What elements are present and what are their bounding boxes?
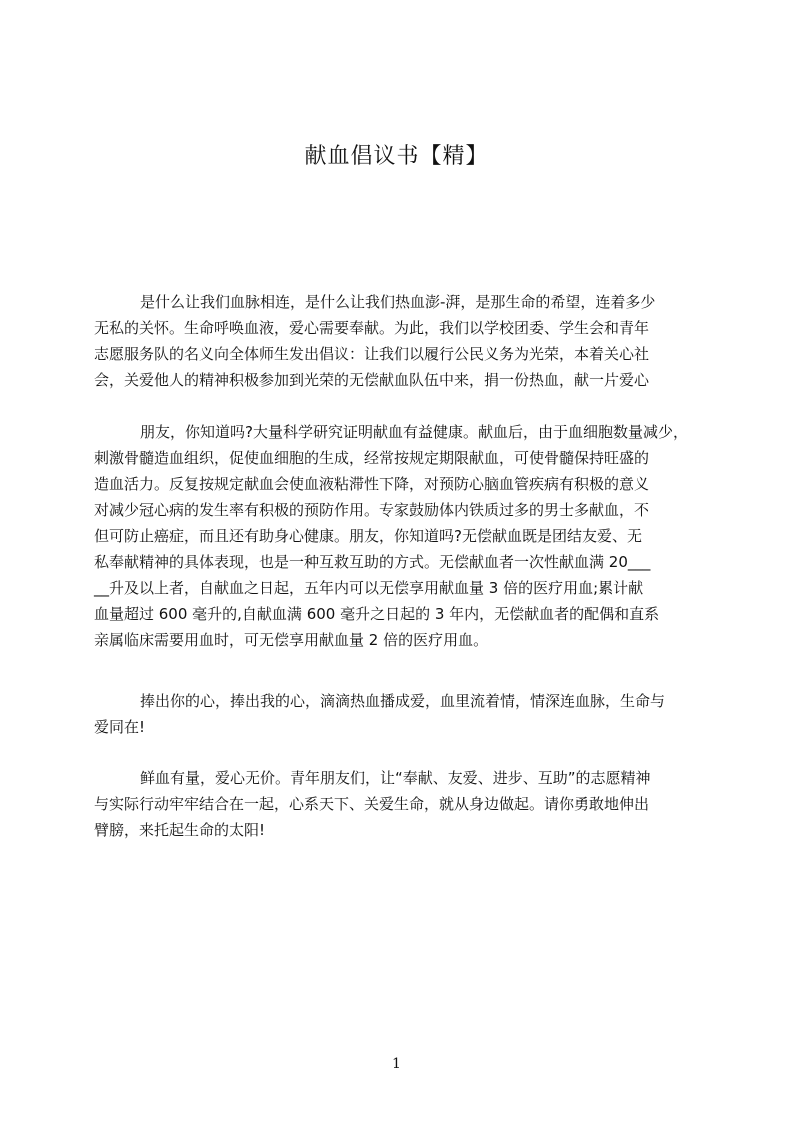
- paragraph-line: 亲属临床需要用血时，可无偿享用献血量 2 倍的医疗用血。: [94, 631, 489, 649]
- paragraph-4: [94, 765, 706, 843]
- paragraph-line: 鲜血有量，爱心无价。青年朋友们，让“奉献、友爱、进步、互助”的志愿精神: [140, 769, 651, 787]
- paragraph-line: 捧出你的心，捧出我的心，滴滴热血播成爱，血里流着情，情深连血脉，生命与: [140, 692, 666, 710]
- paragraph-line: 会，关爱他人的精神积极参加到光荣的无偿献血队伍中来，捐一份热血，献一片爱心: [94, 371, 650, 389]
- paragraph-line: 爱同在!: [94, 718, 146, 736]
- paragraph-line: 臂膀，来托起生命的太阳!: [94, 821, 266, 839]
- paragraph-line: 是什么让我们血脉相连，是什么让我们热血澎-湃，是那生命的希望，连着多少: [140, 293, 656, 311]
- paragraph-line: 与实际行动牢牢结合在一起，心系天下、关爱生命，就从身边做起。请你勇敢地伸出: [94, 795, 650, 813]
- paragraph-line: 刺激骨髓造血组织，促使血细胞的生成，经常按规定期限献血，可使骨髓保持旺盛的: [94, 449, 650, 467]
- paragraph-1: [94, 289, 706, 393]
- paragraph-line: __升及以上者，自献血之日起，五年内可以无偿享用献血量 3 倍的医疗用血;累计献: [94, 579, 644, 597]
- paragraph-line: 志愿服务队的名义向全体师生发出倡议：让我们以履行公民义务为光荣，本着关心社: [94, 345, 650, 363]
- paragraph-line: 造血活力。反复按规定献血会使血液粘滞性下降，对预防心脑血管疾病有积极的意义: [94, 475, 650, 493]
- paragraph-line: 私奉献精神的具体表现，也是一种互救互助的方式。无偿献血者一次性献血满 20___: [94, 553, 651, 571]
- paragraph-line: 血量超过 600 毫升的,自献血满 600 毫升之日起的 3 年内，无偿献血者的配偶和直系: [94, 605, 660, 623]
- paragraph-2: [94, 419, 706, 653]
- paragraph-line: 无私的关怀。生命呼唤血液，爱心需要奉献。为此，我们以学校团委、学生会和青年: [94, 319, 650, 337]
- paragraph-line: 对减少冠心病的发生率有积极的预防作用。专家鼓励体内铁质过多的男士多献血，不: [94, 501, 650, 519]
- document-title: 献血倡议书【精】: [304, 144, 489, 169]
- paragraph-line: 但可防止癌症，而且还有助身心健康。朋友，你知道吗?无偿献血既是团结友爱、无: [94, 527, 642, 545]
- paragraph-3: [94, 688, 706, 740]
- page-number: 1: [392, 1056, 401, 1072]
- paragraph-line: 朋友，你知道吗?大量科学研究证明献血有益健康。献血后，由于血细胞数量减少，: [140, 423, 688, 441]
